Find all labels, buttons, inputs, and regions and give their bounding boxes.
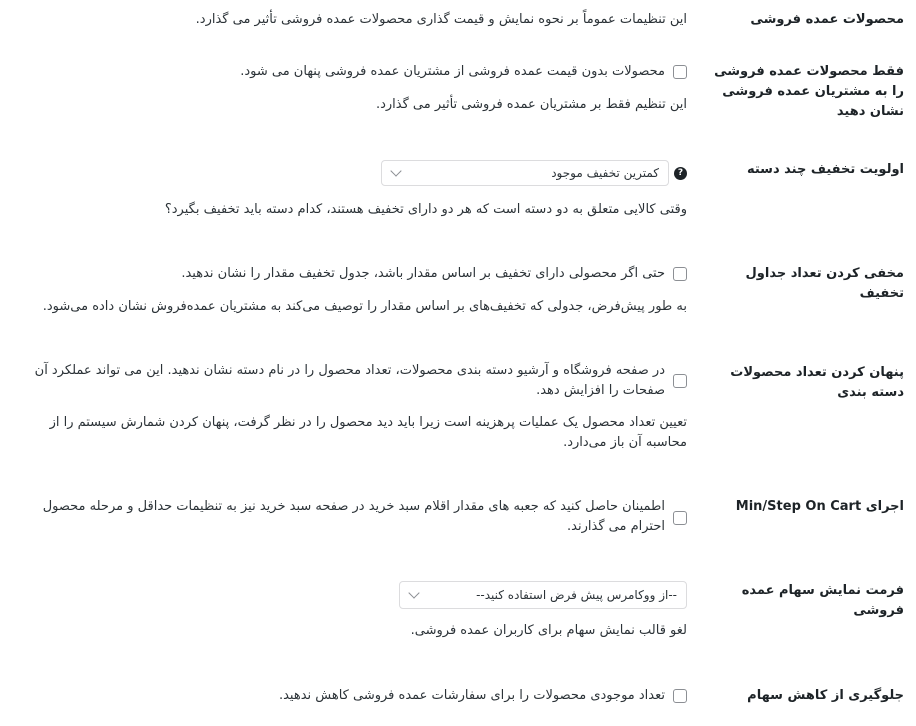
setting-field — [20, 62, 687, 115]
checkbox-text: در صفحه فروشگاه و آرشیو دسته بندی محصولات، تعداد محصول را در نام دسته نشان ندهید. این می تواند عملکرد آن صفحات را افزایش دهد. — [34, 363, 665, 398]
setting-description: لغو قالب نمایش سهام برای کاربران عمده فروشی. — [410, 623, 687, 638]
hide-discount-table-checkbox[interactable] — [673, 267, 687, 281]
chevron-down-icon — [390, 165, 401, 176]
setting-description: به طور پیش‌فرض، جدولی که تخفیف‌های بر اساس مقدار را توصیف می‌کند به مشتریان عمده‌فروش نشان داده می‌شود. — [42, 299, 687, 314]
enforce-min-step-checkbox[interactable] — [673, 511, 687, 525]
select-wrapper — [20, 581, 687, 609]
select-value: کمترین تخفیف موجود — [551, 166, 659, 180]
question-circle-icon[interactable]: ? — [674, 167, 687, 180]
setting-label: پنهان کردن تعداد محصولات دسته بندی — [730, 365, 904, 400]
chevron-down-icon — [408, 587, 419, 598]
setting-description: این تنظیم فقط بر مشتریان عمده فروشی تأثیر می گذارد. — [375, 97, 687, 112]
select-value: --از ووکامرس پیش فرض استفاده کنید-- — [476, 588, 677, 602]
checkbox-text: اطمینان حاصل کنید که جعبه های مقدار اقلام سبد خرید در صفحه سبد خرید نیز به تنظیمات حداقل و مرحله محصول احترام می گذارند. — [42, 499, 665, 534]
checkbox-line — [20, 264, 687, 284]
checkbox-line — [20, 686, 687, 706]
checkbox-text: حتی اگر محصولی دارای تخفیف بر اساس مقدار باشد، جدول تخفیف مقدار را نشان ندهید. — [181, 266, 665, 281]
setting-description: این تنظیمات عموماً بر نحوه نمایش و قیمت گذاری محصولات عمده فروشی تأثیر می گذارد. — [195, 12, 687, 27]
checkbox-line — [20, 497, 687, 537]
setting-label: مخفی کردن تعداد جداول تخفیف — [745, 266, 904, 301]
checkbox-line — [20, 62, 687, 82]
setting-field — [20, 686, 687, 706]
checkbox-text: تعداد موجودی محصولات را برای سفارشات عمده فروشی کاهش ندهید. — [278, 688, 665, 703]
setting-label: فقط محصولات عمده فروشی را به مشتریان عمده فروشی نشان دهید — [714, 64, 904, 119]
prevent-stock-reduction-checkbox[interactable] — [673, 689, 687, 703]
show-only-wholesale-checkbox[interactable] — [673, 65, 687, 79]
setting-label: اولویت تخفیف چند دسته — [746, 162, 904, 177]
setting-label: جلوگیری از کاهش سهام — [747, 688, 904, 703]
setting-label: فرمت نمایش سهام عمده فروشی — [741, 583, 904, 618]
setting-field — [20, 10, 687, 30]
hide-category-count-checkbox[interactable] — [673, 374, 687, 388]
setting-field — [20, 497, 687, 537]
checkbox-text: محصولات بدون قیمت عمده فروشی از مشتریان عمده فروشی پنهان می شود. — [240, 64, 665, 79]
stock-display-format-select[interactable] — [399, 581, 687, 609]
setting-label: اجرای Min/Step On Cart — [735, 499, 904, 514]
setting-description: وقتی کالایی متعلق به دو دسته است که هر دو دارای تخفیف هستند، کدام دسته باید تخفیف بگیرد؟ — [164, 202, 687, 217]
setting-field — [20, 264, 687, 317]
setting-description: تعیین تعداد محصول یک عملیات پرهزینه است زیرا باید دید محصول را در نظر گرفت، پنهان کردن شمارش سیستم را از محاسبه آن باز می‌دارد. — [49, 415, 687, 450]
setting-field — [20, 581, 687, 641]
select-wrapper — [20, 160, 687, 186]
setting-field — [20, 361, 687, 453]
setting-field — [20, 160, 687, 220]
setting-label: محصولات عمده فروشی — [750, 12, 904, 27]
discount-priority-select[interactable] — [381, 160, 669, 186]
checkbox-line — [20, 361, 687, 401]
